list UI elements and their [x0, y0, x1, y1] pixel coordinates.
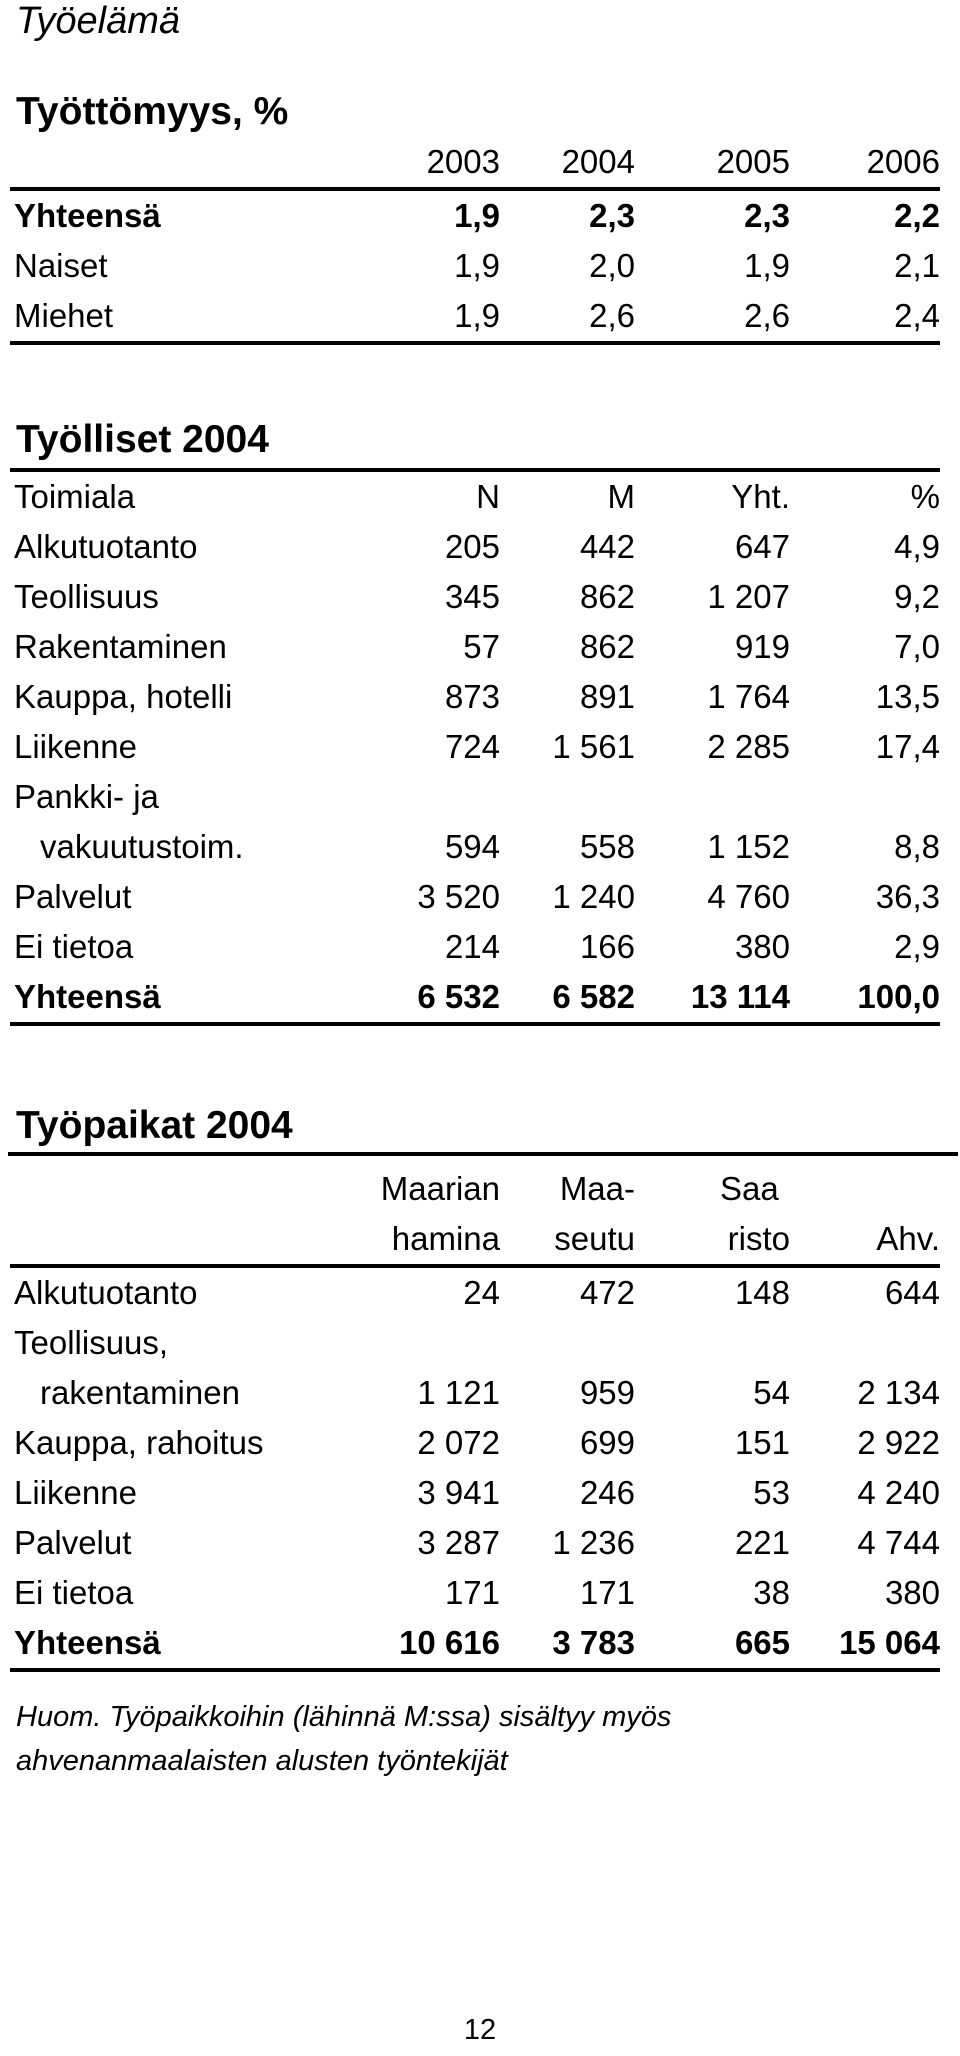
cell: 171 [444, 1574, 500, 1611]
cell: 1,9 [340, 291, 500, 343]
row-label-second-line: vakuutustoim. [40, 828, 244, 865]
cell: 24 [340, 1266, 500, 1318]
row-label: Palvelut [14, 1524, 132, 1561]
cell: 862 [579, 628, 635, 665]
cell: 36,3 [875, 878, 940, 915]
cell: 3 783 [500, 1618, 635, 1670]
cell: 644 [790, 1266, 940, 1318]
cell: 166 [579, 928, 635, 965]
cell: 891 [579, 678, 635, 715]
page-number: 12 [463, 2014, 497, 2046]
table-row [10, 622, 940, 672]
table-row [10, 241, 940, 291]
column-header: risto [727, 1220, 790, 1257]
cell: 2,6 [500, 291, 635, 343]
row-label: Teollisuus, [14, 1324, 169, 1361]
column-header: Maa- [559, 1170, 635, 1207]
cell: 558 [579, 828, 635, 865]
section-header: Työelämä [16, 0, 181, 42]
cell: 665 [635, 1618, 790, 1670]
cell: 13,5 [875, 678, 940, 715]
column-header: M [500, 470, 635, 522]
cell: 2,3 [635, 189, 790, 241]
column-header: Maarian [380, 1170, 500, 1207]
table-row [10, 1468, 940, 1518]
cell: 4 240 [857, 1474, 940, 1511]
cell: 1 764 [707, 678, 790, 715]
cell: 6 582 [500, 972, 635, 1024]
cell: 8,8 [894, 828, 940, 865]
cell: 2 072 [417, 1424, 500, 1461]
row-label: Palvelut [14, 878, 132, 915]
row-label: Liikenne [14, 728, 137, 765]
row-label: Ei tietoa [14, 928, 134, 965]
row-label: Rakentaminen [14, 628, 227, 665]
column-header: % [790, 470, 940, 522]
cell: 594 [444, 828, 500, 865]
cell: 221 [734, 1524, 790, 1561]
employed-table [10, 468, 940, 1026]
workplaces-table [10, 1164, 940, 1672]
footnote-line: Huom. Työpaikkoihin (lähinnä M:ssa) sisältyy myös [16, 1701, 672, 1733]
row-label: Naiset [14, 247, 108, 284]
cell: 2,1 [894, 247, 940, 284]
total-row [10, 1618, 940, 1670]
cell: 2,4 [790, 291, 940, 343]
table-row-label-continued [10, 1318, 940, 1368]
workplaces-header-row-2 [10, 1214, 940, 1266]
cell: 1 121 [417, 1374, 500, 1411]
cell: 2,3 [500, 189, 635, 241]
cell: 3 520 [417, 878, 500, 915]
employed-title: Työlliset 2004 [16, 418, 269, 461]
row-label: Kauppa, hotelli [14, 678, 233, 715]
cell: 1 236 [552, 1524, 635, 1561]
row-label: Pankki- ja [14, 778, 159, 815]
cell: 873 [444, 678, 500, 715]
year-header: 2004 [561, 143, 635, 180]
table-row [10, 722, 940, 772]
cell: 214 [444, 928, 500, 965]
table-row [10, 1418, 940, 1468]
column-header [790, 1164, 940, 1214]
cell: 1 207 [707, 578, 790, 615]
cell: 1,9 [454, 247, 500, 284]
cell: 151 [734, 1424, 790, 1461]
cell: 959 [579, 1374, 635, 1411]
table-row [10, 1266, 940, 1318]
cell: 1 240 [552, 878, 635, 915]
footnote [16, 1695, 671, 1783]
table-row [10, 189, 940, 241]
year-header: 2005 [716, 143, 790, 180]
cell: 380 [734, 928, 790, 965]
cell: 1,9 [744, 247, 790, 284]
row-label: Yhteensä [10, 1618, 340, 1670]
column-header: hamina [391, 1220, 500, 1257]
cell: 53 [753, 1474, 790, 1511]
employed-header-row [10, 470, 940, 522]
row-label: Teollisuus [14, 578, 159, 615]
unemployment-title: Työttömyys, % [16, 90, 289, 133]
cell: 1,9 [340, 189, 500, 241]
row-label: Yhteensä [10, 972, 340, 1024]
cell: 10 616 [340, 1618, 500, 1670]
table-row [10, 522, 940, 572]
cell: 2 134 [857, 1374, 940, 1411]
cell: 647 [734, 528, 790, 565]
cell: 4 760 [707, 878, 790, 915]
cell: 6 532 [340, 972, 500, 1024]
cell: 345 [444, 578, 500, 615]
cell: 699 [579, 1424, 635, 1461]
row-label: Alkutuotanto [10, 1266, 340, 1318]
cell: 919 [734, 628, 790, 665]
cell: 57 [463, 628, 500, 665]
cell: 380 [884, 1574, 940, 1611]
column-header: Toimiala [10, 470, 340, 522]
table-row [10, 922, 940, 972]
workplaces-title: Työpaikat 2004 [16, 1104, 293, 1147]
table-row [10, 1368, 940, 1418]
cell: 100,0 [790, 972, 940, 1024]
table-row [10, 822, 940, 872]
column-header: Yht. [635, 470, 790, 522]
total-row [10, 972, 940, 1024]
cell: 54 [753, 1374, 790, 1411]
cell: 15 064 [790, 1618, 940, 1670]
column-header: seutu [554, 1220, 635, 1257]
table-row [10, 572, 940, 622]
cell: 17,4 [875, 728, 940, 765]
cell: 724 [444, 728, 500, 765]
cell: 9,2 [894, 578, 940, 615]
cell: 3 287 [417, 1524, 500, 1561]
cell: 2,2 [790, 189, 940, 241]
cell: 38 [753, 1574, 790, 1611]
cell: 2,9 [894, 928, 940, 965]
table-row [10, 872, 940, 922]
cell: 862 [579, 578, 635, 615]
cell: 2 922 [857, 1424, 940, 1461]
cell: 7,0 [894, 628, 940, 665]
cell: 171 [579, 1574, 635, 1611]
row-label: Miehet [10, 291, 340, 343]
cell: 3 941 [417, 1474, 500, 1511]
cell: 148 [635, 1266, 790, 1318]
row-label: Liikenne [14, 1474, 137, 1511]
table-row [10, 1568, 940, 1618]
cell: 442 [579, 528, 635, 565]
column-header: Ahv. [876, 1220, 940, 1257]
title-underline [8, 1152, 958, 1156]
cell: 1 561 [552, 728, 635, 765]
cell: 2,0 [589, 247, 635, 284]
cell: 13 114 [635, 972, 790, 1024]
table-row [10, 1518, 940, 1568]
row-label: Ei tietoa [14, 1574, 134, 1611]
cell: 2 285 [707, 728, 790, 765]
table-row [10, 672, 940, 722]
cell: 246 [579, 1474, 635, 1511]
row-label-second-line: rakentaminen [40, 1374, 240, 1411]
row-label: Yhteensä [10, 189, 340, 241]
unemployment-table [10, 137, 940, 345]
row-label: Kauppa, rahoitus [14, 1424, 264, 1461]
column-header: N [340, 470, 500, 522]
row-label: Alkutuotanto [14, 528, 198, 565]
cell: 205 [444, 528, 500, 565]
cell: 472 [500, 1266, 635, 1318]
year-header: 2003 [426, 143, 500, 180]
footnote-line: ahvenanmaalaisten alusten työntekijät [16, 1745, 508, 1777]
table-row [10, 291, 940, 343]
cell: 4,9 [894, 528, 940, 565]
unemployment-header-row [10, 137, 940, 189]
cell: 2,6 [635, 291, 790, 343]
workplaces-header-row-1 [10, 1164, 940, 1214]
column-header: Saa [720, 1170, 779, 1207]
year-header: 2006 [866, 143, 940, 180]
cell: 4 744 [857, 1524, 940, 1561]
cell: 1 152 [707, 828, 790, 865]
table-row-label-continued [10, 772, 940, 822]
